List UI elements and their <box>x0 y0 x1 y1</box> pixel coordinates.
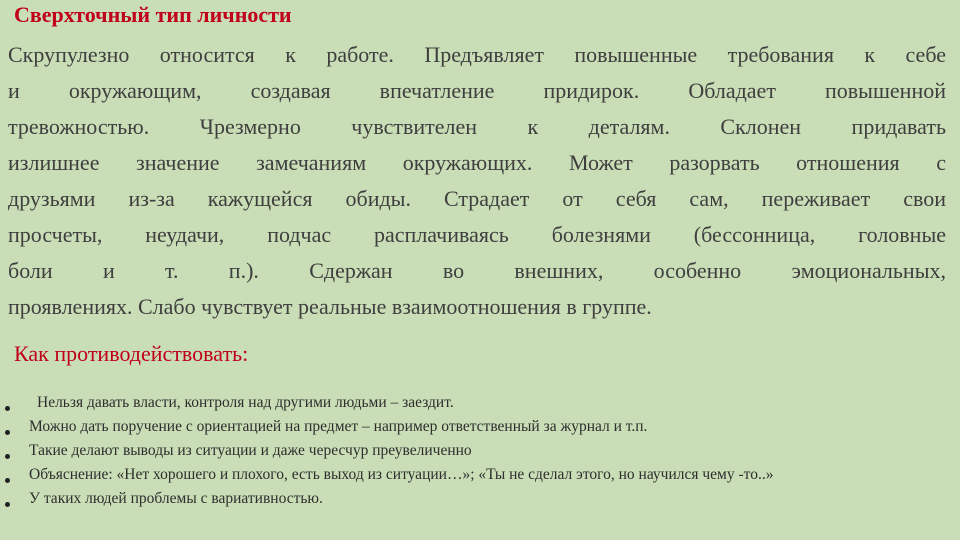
counteraction-list <box>5 391 955 511</box>
description-line: излишнее значение замечаниям окружающих. Может разорвать отношения с <box>8 150 946 175</box>
description-line: просчеты, неудачи, подчас расплачиваясь болезнями (бессонница, головные <box>8 222 946 247</box>
list-item-text: У таких людей проблемы с вариативностью. <box>29 490 323 507</box>
bullet-icon <box>5 415 29 439</box>
list-item-text: Можно дать поручение с ориентацией на предмет – например ответственный за журнал и т.п. <box>29 418 648 435</box>
description-line: и окружающим, создавая впечатление придирок. Обладает повышенной <box>8 78 946 103</box>
description-line: тревожностью. Чрезмерно чувствителен к деталям. Склонен придавать <box>8 114 946 139</box>
description-line: друзьями из-за кажущейся обиды. Страдает от себя сам, переживает свои <box>8 186 946 211</box>
slide-title: Сверхточный тип личности <box>14 2 292 27</box>
list-item <box>5 415 955 439</box>
list-item-text: Объяснение: «Нет хорошего и плохого, есть выход из ситуации…»; «Ты не сделал этого, но научился чему -то..» <box>29 466 774 483</box>
list-item-text: Нельзя давать власти, контроля над другими людьми – заездит. <box>37 394 454 411</box>
bullet-icon <box>5 439 29 463</box>
description-paragraph <box>8 37 946 325</box>
counteraction-heading: Как противодействовать: <box>14 341 249 366</box>
list-item <box>5 487 955 511</box>
description-line: Скрупулезно относится к работе. Предъявляет повышенные требования к себе <box>8 42 946 67</box>
list-item <box>5 439 955 463</box>
bullet-icon <box>5 487 29 511</box>
list-item <box>5 463 955 487</box>
description-line: проявлениях. Слабо чувствует реальные взаимоотношения в группе. <box>8 294 652 319</box>
list-item <box>5 391 955 415</box>
list-item-text: Такие делают выводы из ситуации и даже чересчур преувеличенно <box>29 442 472 459</box>
bullet-icon <box>5 391 29 415</box>
description-line: боли и т. п.). Сдержан во внешних, особенно эмоциональных, <box>8 258 946 283</box>
bullet-icon <box>5 463 29 487</box>
